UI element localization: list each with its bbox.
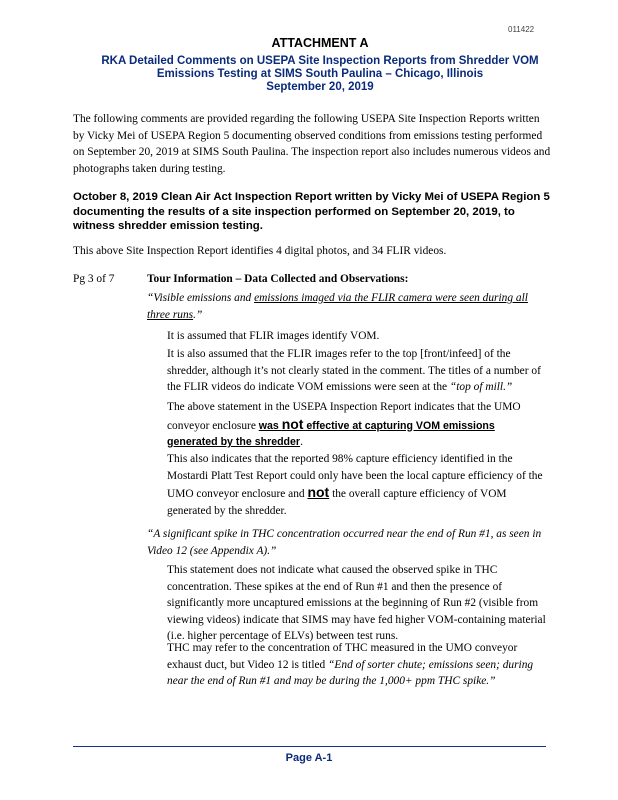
italic-video-title: “End of sorter chute; emissions seen; during near the end of Run #1 and may be during the 1,000+ ppm THC spike.” bbox=[167, 658, 534, 687]
title-line-2: Emissions Testing at SIMS South Paulina – Chicago, Illinois bbox=[156, 68, 484, 80]
section-summary: This above Site Inspection Report identifies 4 digital photos, and 34 FLIR videos. bbox=[73, 245, 447, 257]
paragraph-capture-efficiency: This also indicates that the reported 98% capture efficiency identified in the Mostardi Platt Test Report could only have been the local capture efficiency of the UMO conveyor enclosure and not the overall capture efficiency of VOM generated by the shredder. bbox=[167, 453, 543, 517]
italic-top-of-mill: “top of mill.” bbox=[449, 381, 513, 393]
paragraph-thc-spike-analysis: This statement does not indicate what caused the observed spike in THC concentration. These spikes at the end of Run #1 and then the presence of significantly more uncaptured emissions at the beginning of Run #2 (visible from viewing videos) indicate that SIMS may have fed higher VOM-containing material (i.e. higher percentage of ELVs) between test runs. bbox=[167, 564, 546, 642]
emphasis-not: not bbox=[281, 415, 304, 432]
footer-divider bbox=[73, 746, 546, 747]
paragraph-umo-enclosure: The above statement in the USEPA Inspection Report indicates that the UMO conveyor enclosure was not effective at capturing VOM emissions generated by the shredder. bbox=[167, 401, 521, 448]
paragraph-flir-assumption: It is assumed that FLIR images identify VOM. bbox=[167, 330, 380, 342]
document-number: 011422 bbox=[508, 25, 535, 34]
quote-thc-spike: “A significant spike in THC concentration occurred near the end of Run #1, as seen in Video 12 (see Appendix A).” bbox=[147, 528, 542, 557]
paragraph-video-12: THC may refer to the concentration of THC measured in the UMO conveyor exhaust duct, but Video 12 is titled “End of sorter chute; emissions seen; during near the end of Run #1 and may be during the 1,000+ ppm THC spike.” bbox=[167, 642, 534, 687]
title-line-1: RKA Detailed Comments on USEPA Site Inspection Reports from Shredder VOM bbox=[101, 55, 539, 67]
section-heading: October 8, 2019 Clean Air Act Inspection Report written by Vicky Mei of USEPA Region 5 documenting the results of a site inspection performed on September 20, 2019, to witness shredder emission testing. bbox=[73, 191, 550, 232]
quote-underlined: emissions imaged via the FLIR camera were seen during all three runs bbox=[147, 292, 528, 321]
emphasis-not-overall: not bbox=[307, 484, 330, 500]
title-date: September 20, 2019 bbox=[266, 81, 374, 93]
emphasis-not-effective: effective at capturing VOM emissions generated by the shredder bbox=[167, 419, 495, 448]
attachment-label: ATTACHMENT A bbox=[271, 36, 369, 50]
page-reference: Pg 3 of 7 bbox=[73, 273, 115, 285]
paragraph-flir-location: It is also assumed that the FLIR images refer to the top [front/infeed] of the shredder, although it’s not clearly stated in the comment. The titles of a number of the FLIR videos do indicate VOM emissions were seen at the “top of mill.” bbox=[167, 348, 541, 393]
intro-paragraph: The following comments are provided regarding the following USEPA Site Inspection Reports written by Vicky Mei of USEPA Region 5 documenting observed conditions from emissions testing performed on September 20, 2019 at SIMS South Paulina. The inspection report also includes numerous videos and photographs taken during testing. bbox=[73, 113, 551, 175]
emphasis-was: was bbox=[258, 419, 282, 432]
tour-information-title: Tour Information – Data Collected and Observations: bbox=[147, 273, 409, 285]
page-footer: Page A-1 bbox=[285, 752, 333, 764]
quote-visible-emissions: “Visible emissions and emissions imaged via the FLIR camera were seen during all three runs.” bbox=[147, 292, 528, 321]
